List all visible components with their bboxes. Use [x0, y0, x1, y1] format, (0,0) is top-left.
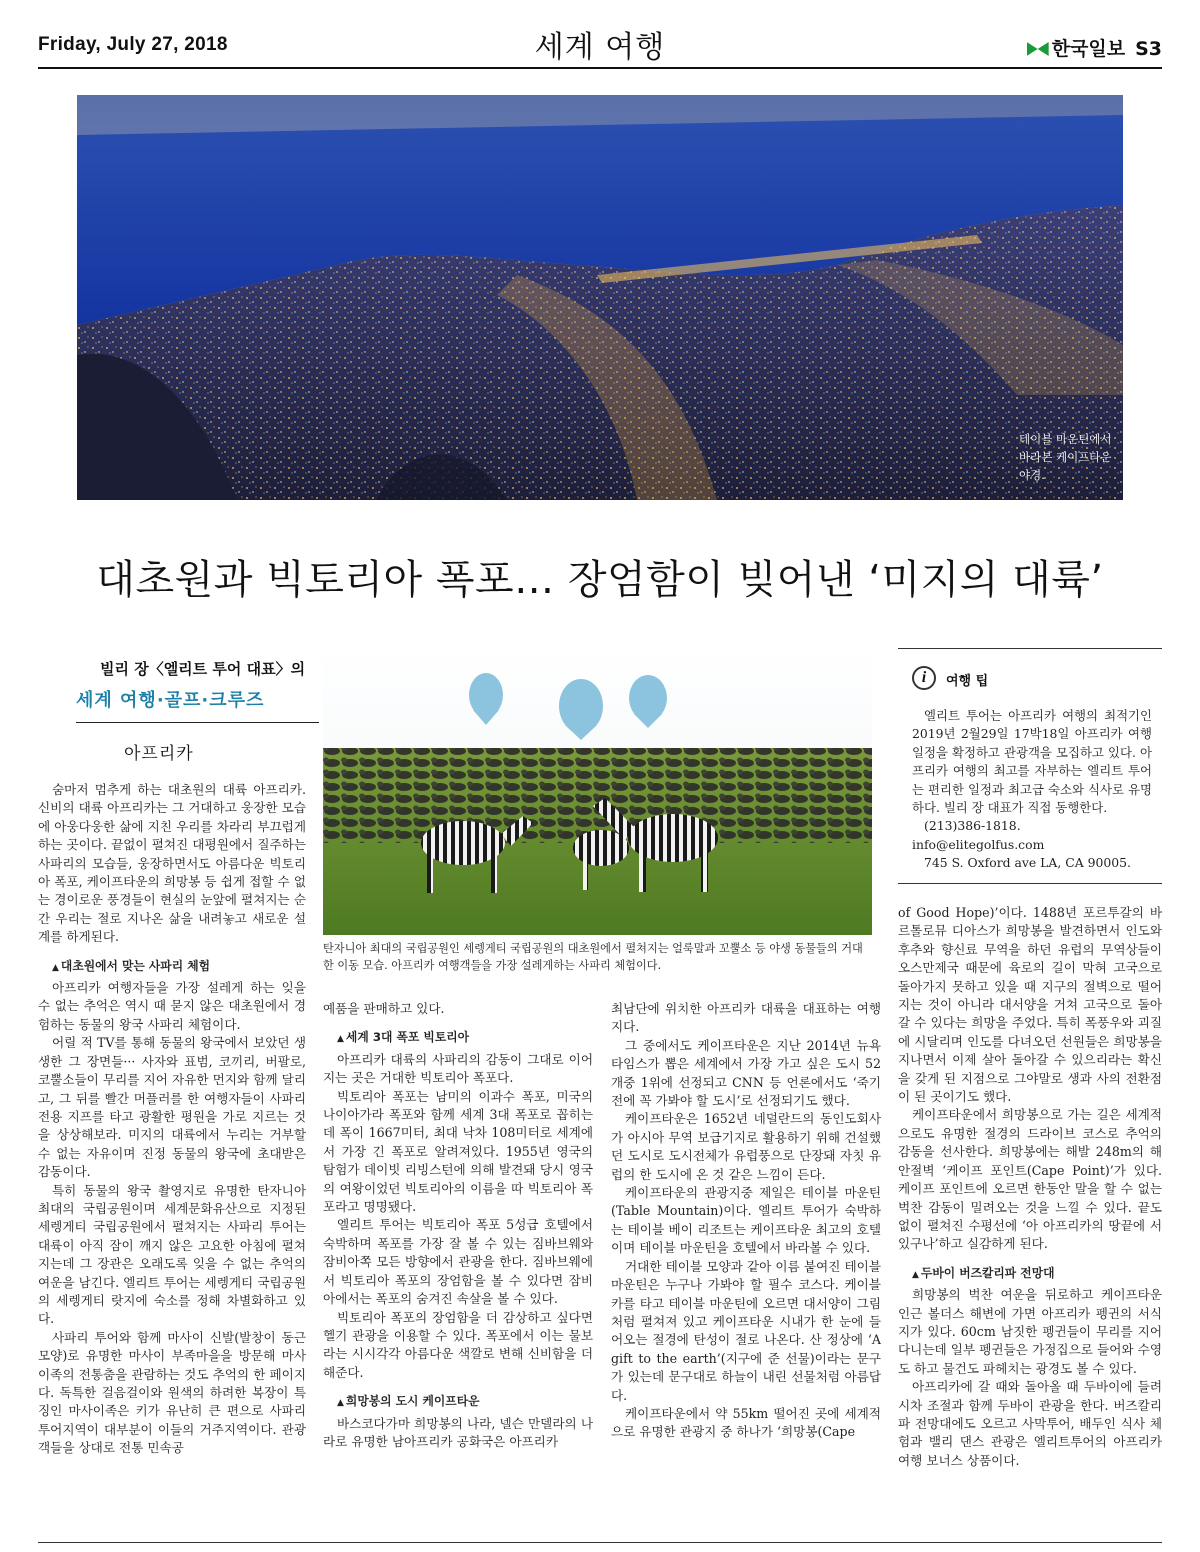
column-series-title: 세계 여행·골프·크루즈	[76, 690, 265, 711]
paragraph: of Good Hope)’이다. 1488년 포르투갈의 바르톨로뮤 디아스가 희망봉을 발견하면서 인도와 후추와 향신료 무역을 하던 유럽의 무역상들이 오스만제국 때문에 육로의 길이 막혀 고국으로 돌아가지 못하고 있을 때 지구의 절벽으로 떨어지는 것이 아니라 대서양을 거쳐 고국으로 돌아갈 수 있다는 희망을 주었다. 특히 폭풍우와 괴질에 시달리며 인도를 다녀오던 선원들은 희망봉을 지나면서 이제 살아 돌아갈 수 있으리라는 확신을 갖게 된 지점으로 그야말로 생과 사의 전환점이 된 곳이기도 했다.	[898, 905, 1162, 1105]
safari-photo	[323, 648, 872, 935]
page-number: S3	[1135, 38, 1162, 60]
subhead-dubai: ▲ 두바이 버즈칼리파 전망대	[912, 1264, 1162, 1284]
subhead-cape-town: ▲ 희망봉의 도시 케이프타운	[337, 1392, 593, 1412]
article-column-4	[898, 904, 1162, 1470]
paragraph: 케이프타운은 1652년 네덜란드의 동인도회사가 아시아 무역 보급기지로 활용하기 위해 건설했던 도시로 도시전체가 유럽풍으로 단장돼 자칫 유럽의 한 도시에 온 것 같은 느낌이 든다.	[611, 1111, 881, 1182]
subhead-safari: ▲ 대초원에서 맞는 사파리 체험	[52, 957, 306, 977]
hankook-logo-icon	[1027, 42, 1049, 56]
masthead	[38, 22, 1162, 66]
paragraph: 빅토리아 폭포는 남미의 이과수 폭포, 미국의 나이아가라 폭포와 함께 세계 3대 폭포로 꼽히는데 폭이 1667미터, 최대 낙차 108미터로 세계에서 가장 긴 폭포로 알려져있다. 1955년 영국의 탐험가 데이빗 리빙스턴에 의해 발견돼 당시 영국의 여왕이었던 빅토리아의 이름을 따 빅토리아 폭포라고 명명됐다.	[323, 1088, 593, 1215]
paragraph: 그 중에서도 케이프타운은 지난 2014년 뉴욕타임스가 뽑은 세계에서 가장 가고 싶은 도시 52개중 1위에 선정되고 CNN 등 언론에서도 ‘죽기 전에 꼭 가봐야 할 도시’로 선정되기도 했다.	[611, 1037, 881, 1109]
tip-contact: (213)386-1818. info@elitegolfus.com	[912, 818, 1045, 852]
subhead-victoria-falls: ▲ 세계 3대 폭포 빅토리아	[337, 1028, 593, 1048]
paragraph: 특히 동물의 왕국 촬영지로 유명한 탄자니아 최대의 국립공원이며 세계문화유산으로 지정된 세렝게티 국립공원에서 펼쳐지는 사파리 투어는 대륙이 아직 잠이 깨지 않은 고요한 아침에 펼쳐지는데 그 장관은 오래도록 잊을 수 없는 추억의 여운을 남긴다. 엘리트 투어는 세렝게티 국립공원의 세렝게티 랏지에 숙소를 정해 차별화하고 있다.	[38, 1182, 306, 1327]
column-byline: 빌리 장〈엘리트 투어 대표〉의	[100, 660, 306, 678]
paragraph: 희망봉의 벅찬 여운을 뒤로하고 케이프타운 인근 볼더스 해변에 가면 아프리카 펭귄의 서식지가 있다. 60cm 남짓한 펭귄들이 무리를 지어 다니는데 일부 펭귄들은 가정집으로 들어와 수영도 하고 물건도 파헤치는 광경도 볼 수 있다.	[898, 1287, 1162, 1376]
section-title: 세계 여행	[534, 30, 666, 65]
paragraph: 어릴 적 TV를 통해 동물의 왕국에서 보았던 생생한 그 장면들··· 사자와 표범, 코끼리, 버팔로, 코뿔소들이 무리를 지어 자유한 먼지와 함께 달리고, 그 뒤를 빨간 머플러를 한 여행자들이 사파리 전용 지프를 타고 광활한 평원을 가로 지르는 것을 상상해보라. 미지의 대륙에서 누리는 거부할 수 없는 자유이며 진정 동물의 왕국에 초대받은 감동이다.	[38, 1035, 306, 1180]
paragraph: 케이프타운에서 희망봉으로 가는 길은 세계적으로도 유명한 절경의 드라이브 코스로 추억의 감동을 선사한다. 희망봉에는 해발 248m의 해안절벽 ‘케이프 포인트(Cape Point)’가 있다. 케이프 포인트에 오르면 한동안 말을 할 수 없는 벅찬 감동이 밀려오는 것을 느낄 수 있다. 끝도 없이 펼쳐진 수평선에 ‘아 아프리카의 땅끝에 서있구나’하고 실감하게 된다.	[898, 1107, 1162, 1252]
article-column-2	[323, 1000, 593, 1451]
safari-photo-caption: 탄자니아 최대의 국립공원인 세렝게티 국립공원의 대초원에서 펼쳐지는 얼룩말과 꼬뿔소 등 야생 동물들의 거대한 이동 모습. 아프리카 여행객들을 가장 설레게하는 사파리 체험이다.	[323, 942, 863, 972]
headline: 대초원과 빅토리아 폭포… 장엄함이 빚어낸 ‘미지의 대륙’	[96, 557, 1104, 603]
paragraph: 엘리트 투어는 빅토리아 폭포 5성급 호텔에서 숙박하며 폭포를 가장 잘 볼 수 있는 짐바브웨와 잠비아쪽 모든 방향에서 관광을 한다. 짐바브웨에서 빅토리아 폭포의 장엄함을 볼 수 있다면 잠비아에서는 폭포의 숨겨진 속살을 볼 수 있다.	[323, 1217, 593, 1307]
paragraph: 예품을 판매하고 있다.	[323, 1001, 445, 1016]
serengeti-illustration	[323, 648, 872, 935]
paragraph: 최남단에 위치한 아프리카 대륙을 대표하는 여행지다.	[611, 1001, 881, 1035]
tip-paragraph: 엘리트 투어는 아프리카 여행의 최적기인 2019년 2월29일 17박18일 아프리카 여행일정을 확정하고 관광객을 모집하고 있다. 아프리카 여행의 최고를 자부하는 엘리트 투어는 편리한 일정과 최고급 숙소와 식사로 유명하다. 빌리 장 대표가 직접 동행한다.	[912, 708, 1152, 816]
article-column-1	[38, 781, 306, 1458]
column-region: 아프리카	[124, 744, 194, 764]
travel-tip-box	[898, 648, 1162, 884]
info-icon: i	[912, 666, 936, 690]
bottom-rule	[38, 1542, 1162, 1543]
paragraph: 아프리카 여행자들을 가장 설레게 하는 잊을 수 없는 추억은 역시 때 묻지 않은 대초원에서 경험하는 동물의 왕국 사파리 체험이다.	[38, 980, 306, 1032]
column-header-rule	[76, 722, 319, 723]
article-column-3	[611, 1000, 881, 1442]
article-intro: 숨마저 멈추게 하는 대초원의 대륙 아프리카. 신비의 대륙 아프리카는 그 거대하고 웅장한 모습에 아웅다웅한 삶에 지친 우리를 차라리 부끄럽게 하는 곳이다. 끝없이 펼쳐진 대평원에서 질주하는 사파리의 모습들, 웅장하면서도 아름다운 빅토리아 폭포, 케이프타운의 희망봉 등 쉽게 접할 수 없는 경이로운 풍경들이 현실의 눈앞에 펼쳐지는 순간 우리는 절로 지나온 삶을 내려놓고 새로운 설계를 하게된다.	[38, 782, 306, 945]
capetown-night-illustration	[77, 95, 1123, 500]
paper-name: 한국일보	[1051, 38, 1126, 60]
hero-caption: 테이블 마운틴에서 바라본 케이프타운 야경.	[1019, 432, 1112, 482]
paper-brand	[1027, 34, 1162, 61]
paragraph: 바스코다가마 희망봉의 나라, 넬슨 만델라의 나라로 유명한 남아프리카 공화국은 아프리카	[323, 1415, 593, 1449]
paragraph: 케이프타운의 관광지중 제일은 테이블 마운틴(Table Mountain)이다. 엘리트 투어가 숙박하는 테이블 베이 리조트는 케이프타운 최고의 호텔이며 테이블 마운틴을 호텔에서 바라볼 수 있다.	[611, 1185, 881, 1256]
travel-tip-body	[912, 707, 1152, 873]
issue-date: Friday, July 27, 2018	[38, 34, 228, 55]
masthead-rule	[38, 67, 1162, 69]
travel-tip-title: 여행 팁	[946, 674, 989, 689]
tip-address: 745 S. Oxford ave LA, CA 90005.	[924, 855, 1131, 871]
paragraph: 아프리카 대륙의 사파리의 감동이 그대로 이어지는 곳은 거대한 빅토리아 폭포다.	[323, 1051, 593, 1086]
paragraph: 케이프타운에서 약 55km 떨어진 곳에 세계적으로 유명한 관광지 중 하나가 ‘희망봉(Cape	[611, 1405, 881, 1440]
hero-photo-capetown-night	[77, 95, 1123, 500]
paragraph: 아프리카에 갈 때와 돌아올 때 두바이에 들려 시차 조절과 함께 두바이 관광을 한다. 버즈칼리파 전망대에도 오르고 사막투어, 배두인 식사 체험과 밸리 댄스 관광은 엘리트투어의 아프리카 여행 보너스 상품이다.	[898, 1379, 1162, 1468]
paragraph: 사파리 투어와 함께 마사이 신발(발창이 동근모양)로 유명한 마사이 부족마을을 방문해 마사이족의 전통춤을 관람하는 것도 추억의 한 페이지다. 독특한 걸음걸이와 원색의 하려한 복장이 특징인 마사이족은 키가 유난히 큰 편으로 사파리 투어지역이 대부분이 이들의 거주지역이다. 관광객들을 상대로 전통 민속공	[38, 1329, 306, 1456]
paragraph: 거대한 테이블 모양과 같아 이름 붙여진 테이블 마운틴은 누구나 가봐야 할 필수 코스다. 케이블카를 타고 테이블 마운틴에 오르면 대서양이 그림처럼 펼쳐져 있고 케이프타운 시내가 한 눈에 들어오는 절경에 탄성이 절로 나온다. 산 정상에 ‘A gift to the earth’(지구에 준 선물)이라는 문구가 있는데 문구대로 하늘이 내린 선물처럼 아름답다.	[611, 1258, 881, 1403]
paragraph: 빅토리아 폭포의 장엄함을 더 감상하고 싶다면 헬기 관광을 이용할 수 있다. 폭포에서 이는 물보라는 시시각각 아름다운 색깔로 변해 신비함을 더해준다.	[323, 1309, 593, 1380]
